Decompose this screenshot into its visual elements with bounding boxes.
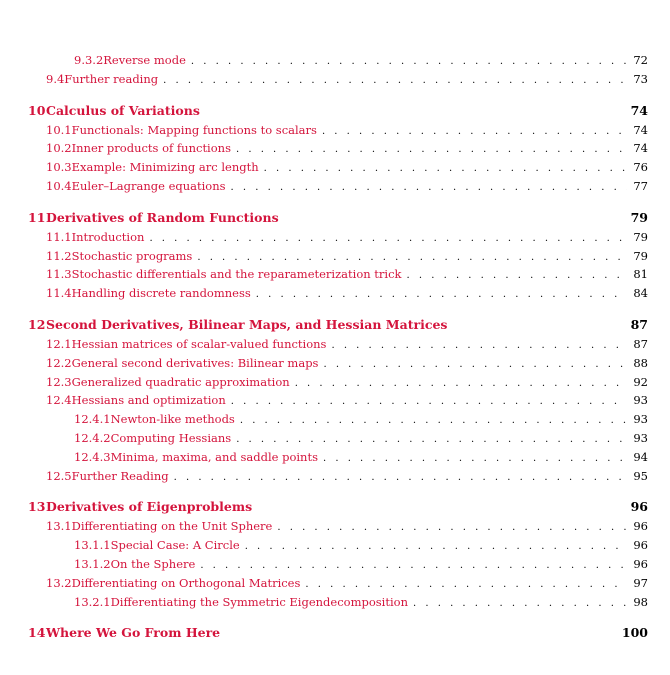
toc-page-number[interactable]: 93 [633,393,648,408]
toc-dot-leader [322,126,627,137]
toc-dot-leader [231,182,627,193]
toc-title[interactable]: Euler–Lagrange equations [71,179,226,193]
toc-number: 11 [28,209,46,225]
toc-dot-leader [163,75,627,86]
toc-entry[interactable] [46,72,648,90]
toc-dot-leader [407,270,627,281]
toc-title[interactable]: Calculus of Variations [46,102,200,118]
toc-entry[interactable] [46,393,648,411]
toc-title[interactable]: Computing Hessians [110,431,232,445]
toc-entry[interactable] [46,469,648,487]
toc-page-number[interactable]: 73 [633,71,648,86]
toc-number: 10.4 [46,179,72,193]
toc-title[interactable]: Minima, maxima, and saddle points [110,449,318,464]
toc-number: 12.5 [46,468,72,483]
toc-page-number[interactable]: 79 [630,209,648,225]
toc-dot-leader [231,396,627,407]
toc-title[interactable]: Handling discrete randomness [71,286,251,301]
toc-title[interactable]: On the Sphere [110,557,196,571]
toc-page-number[interactable]: 74 [630,102,648,118]
toc-page-number[interactable]: 79 [633,229,648,244]
toc-page-number[interactable]: 77 [633,179,648,193]
toc-number: 13.1.2 [74,557,111,571]
toc-dot-leader [305,579,627,590]
toc-number: 10.3 [46,160,72,175]
toc-title[interactable]: Differentiating the Symmetric Eigendecomposition [110,594,408,609]
toc-chapter[interactable] [28,625,648,643]
toc-title[interactable]: Stochastic differentials and the reparameterization trick [71,267,402,282]
toc-title[interactable]: Differentiating on Orthogonal Matrices [71,575,301,590]
toc-entry[interactable] [46,179,648,197]
toc-dot-leader [236,434,627,445]
toc-number: 13.1 [46,519,72,534]
toc-page-number[interactable]: 96 [633,538,648,553]
toc-number: 10.1 [46,122,72,137]
toc-number: 12.4.2 [74,431,111,445]
toc-dot-leader [256,289,627,300]
toc-entry[interactable] [74,595,648,613]
toc-dot-leader [245,541,627,552]
toc-page-number[interactable]: 96 [630,499,648,515]
toc-number: 12.4 [46,393,72,408]
toc-entry[interactable] [46,519,648,537]
toc-number: 11.4 [46,286,72,301]
toc-page-number[interactable]: 96 [633,557,648,571]
toc-number: 12 [28,317,46,332]
toc-title[interactable]: Example: Minimizing arc length [71,160,259,175]
toc-number: 10.2 [46,141,72,156]
toc-dot-leader [413,598,627,609]
toc-page-number[interactable]: 79 [633,248,648,263]
toc-number: 12.4.1 [74,412,111,427]
toc-page-number[interactable]: 95 [633,468,648,483]
toc-dot-leader [277,522,627,533]
toc-title[interactable]: Generalized quadratic approximation [71,374,290,389]
toc-dot-leader [264,163,627,174]
toc-entry[interactable] [46,286,648,304]
toc-entry[interactable] [46,356,648,374]
toc-dot-leader [197,252,627,263]
toc-entry[interactable] [46,249,648,267]
toc-chapter[interactable] [28,210,648,228]
toc-page-number[interactable]: 88 [633,355,648,370]
toc-page-number[interactable]: 98 [633,594,648,609]
toc-entry[interactable] [74,412,648,430]
toc-number: 14 [28,625,46,641]
toc-page-number[interactable]: 100 [621,625,648,641]
toc-number: 13.2.1 [74,594,111,609]
toc-title[interactable]: Derivatives of Eigenproblems [46,499,253,515]
toc-title[interactable]: Further reading [64,71,159,86]
toc-title[interactable]: Second Derivatives, Bilinear Maps, and Hessian Matrices [46,317,448,332]
toc-title[interactable]: Differentiating on the Unit Sphere [71,519,273,534]
toc-dot-leader [323,453,627,464]
toc-title[interactable]: Stochastic programs [71,248,193,263]
toc-dot-leader [240,415,627,426]
toc-dot-leader [174,472,627,483]
toc-page-number[interactable]: 93 [633,412,648,427]
toc-title[interactable]: Newton-like methods [110,412,235,427]
toc-title[interactable]: Functionals: Mapping functions to scalars [71,122,317,137]
toc-number: 12.4.3 [74,449,111,464]
toc-title[interactable]: Inner products of functions [71,141,231,156]
toc-page-number[interactable]: 87 [633,337,648,351]
toc-number: 13.2 [46,575,72,590]
toc-entry[interactable] [46,576,648,594]
toc-page-number[interactable]: 96 [633,519,648,534]
toc-number: 11.2 [46,248,72,263]
toc-entry[interactable] [74,538,648,556]
toc-number: 9.4 [46,71,65,86]
toc-page-number[interactable]: 72 [633,53,648,67]
toc-page-number[interactable]: 74 [633,122,648,137]
toc-entry[interactable] [46,160,648,178]
toc-number: 9.3.2 [74,53,104,67]
toc-page-number[interactable]: 97 [633,575,648,590]
toc-dot-leader [149,233,627,244]
toc-dot-leader [200,560,627,571]
toc-title[interactable]: Reverse mode [103,53,186,67]
toc-page-number[interactable]: 93 [633,431,648,445]
toc-page-number[interactable]: 84 [633,286,648,301]
toc-dot-leader [236,144,627,155]
toc-page-number[interactable]: 81 [633,267,648,282]
toc-dot-leader [331,340,627,351]
toc-dot-leader [323,359,627,370]
toc-chapter[interactable] [28,499,648,517]
toc-page-number[interactable]: 87 [630,317,648,332]
toc-title[interactable]: Hessian matrices of scalar-valued functions [71,337,327,351]
toc-page-number[interactable]: 74 [633,141,648,156]
toc-number: 13 [28,499,46,515]
toc-number: 13.1.1 [74,538,111,553]
toc-entry[interactable] [74,431,648,449]
toc-entry[interactable] [46,375,648,393]
toc-entry[interactable] [74,53,648,71]
toc-chapter[interactable] [28,317,648,335]
toc-number: 12.1 [46,337,72,351]
toc-dot-leader [295,378,627,389]
toc-title[interactable]: Derivatives of Random Functions [46,209,279,225]
toc-page-number[interactable]: 94 [633,449,648,464]
toc-entry[interactable] [46,141,648,159]
toc-dot-leader [191,56,627,67]
toc-chapter[interactable] [28,103,648,121]
toc-number: 11.1 [46,229,72,244]
toc-title[interactable]: Introduction [71,229,145,244]
toc-entry[interactable] [46,267,648,285]
toc-title[interactable]: General second derivatives: Bilinear maps [71,355,319,370]
toc-entry[interactable] [46,123,648,141]
toc-title[interactable]: Further Reading [71,468,169,483]
toc-number: 10 [28,102,46,118]
toc-entry[interactable] [74,450,648,468]
toc-page-number[interactable]: 92 [633,374,648,389]
toc-entry[interactable] [46,337,648,355]
toc-number: 12.3 [46,374,72,389]
toc-entry[interactable] [46,230,648,248]
toc-number: 11.3 [46,267,72,282]
toc-number: 12.2 [46,355,72,370]
toc-entry[interactable] [74,557,648,575]
toc-title[interactable]: Special Case: A Circle [110,538,240,553]
toc-title[interactable]: Where We Go From Here [46,625,221,641]
toc-page-number[interactable]: 76 [633,160,648,175]
toc-title[interactable]: Hessians and optimization [71,393,226,408]
